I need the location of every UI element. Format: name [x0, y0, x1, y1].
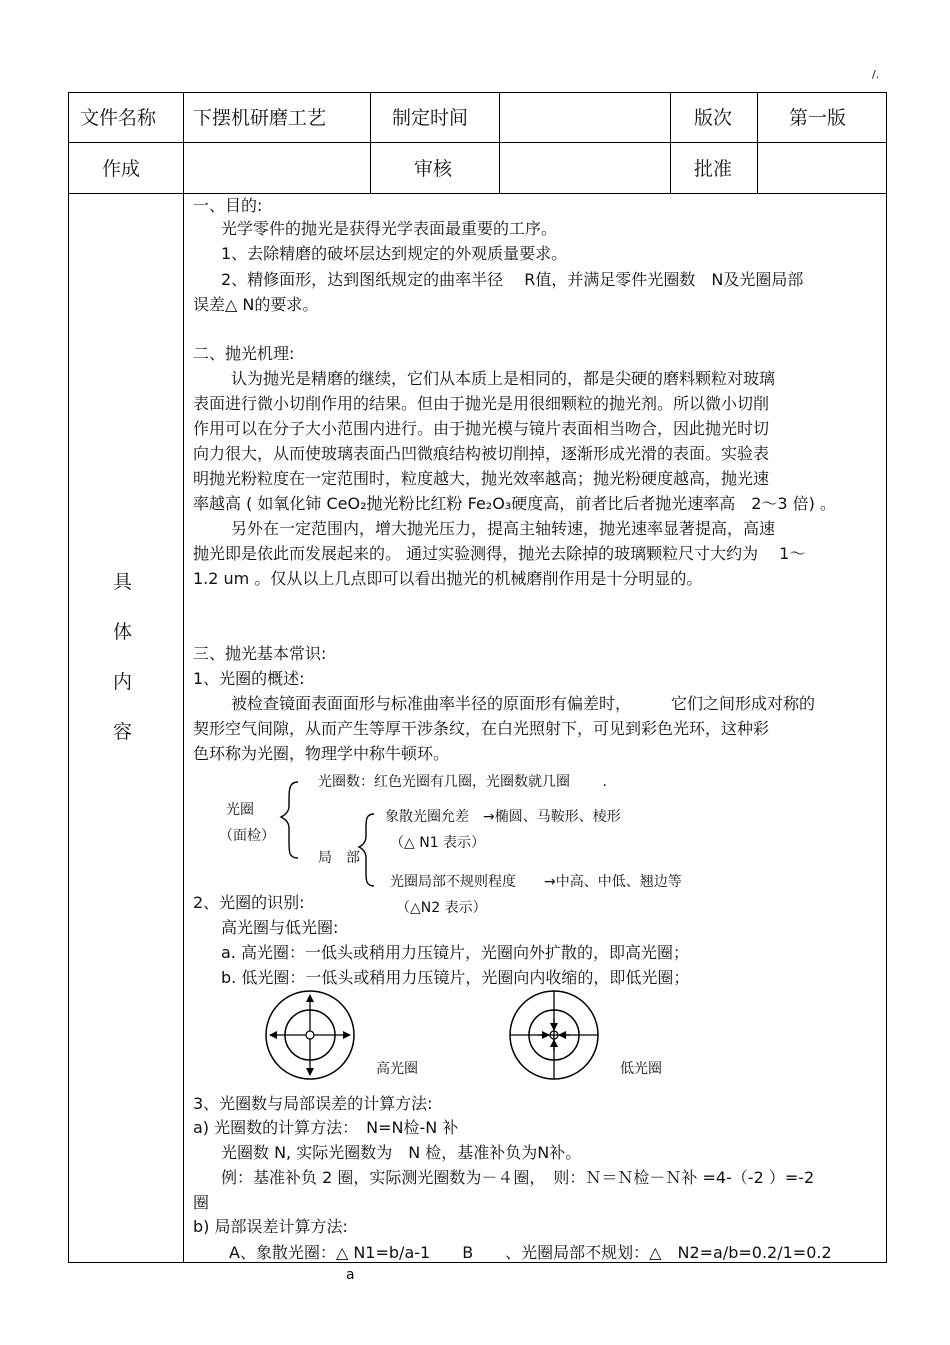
section2-line: 认为抛光是精磨的继续，它们从本质上是相同的，都是尖硬的磨料颗粒对玻璃	[231, 369, 776, 388]
author-label: 作成	[102, 158, 141, 180]
section2-line: 率越高 ( 如氧化铈 CeO₂抛光粉比红粉 Fe₂O₃硬度高，前者比后者抛光速率高 2～3 倍) 。	[193, 494, 836, 513]
section3-sub2-a: a. 高光圈：一低头或稍用力压镜片，光圈向外扩散的，即高光圈；	[221, 943, 689, 962]
section2-title: 二、抛光机理:	[193, 344, 295, 363]
section2-line: 1.2 um 。仅从以上几点即可以看出抛光的机械磨削作用是十分明显的。	[193, 569, 703, 588]
side-label-char: 内	[113, 671, 133, 693]
diagram-root-line1: 光圈	[226, 802, 254, 818]
section3-sub3-a-line: 例：基准补负 2 圈，实际测光圈数为－４圈， 则：Ｎ＝Ｎ检－Ｎ补 =4-（-2 ）=-2	[221, 1168, 815, 1187]
low-ring-figure	[510, 991, 598, 1079]
high-ring-figure	[266, 991, 354, 1079]
section3-sub3-a-line: 光圈数 N, 实际光圈数为 N 检，基准补负为N补。	[221, 1143, 582, 1162]
section1-line: 1、去除精磨的破坏层达到规定的外观质量要求。	[221, 244, 568, 263]
section2-line: 表面进行微小切削作用的结果。但由于抛光是用很细颗粒的抛光剂。所以微小切削	[193, 394, 770, 413]
version-value: 第一版	[789, 107, 847, 129]
file-name-label: 文件名称	[80, 107, 157, 129]
approve-label: 批准	[694, 158, 733, 180]
section3-sub3-a: a) 光圈数的计算方法： N=N检-N 补	[193, 1118, 459, 1137]
corner-mark: /.	[872, 68, 880, 81]
section2-line: 向力很大，从而使玻璃表面凸凹微痕结构被切削掉，逐渐形成光滑的表面。实验表	[193, 444, 770, 463]
section2-line: 明抛光粉粒度在一定范围时，粒度越大，抛光效率越高；抛光粉硬度越高，抛光速	[193, 469, 770, 488]
section3-sub2-intro: 高光圈与低光圈:	[221, 918, 339, 937]
section2-line: 另外在一定范围内，增大抛光压力，提高主轴转速，抛光速率显著提高，高速	[231, 519, 776, 538]
section3-sub1-title: 1、光圈的概述:	[193, 669, 305, 688]
diagram-local1: 象散光圈允差 →椭圆、马鞍形、棱形	[385, 809, 621, 825]
brace-small	[359, 814, 374, 886]
section3-sub3-b-line: A、象散光圈：△ N1=b/a-1 B 、光圈局部不规划：△ N2=a/b=0.2/1=0.2	[229, 1243, 832, 1262]
section3-title: 三、抛光基本常识:	[193, 644, 327, 663]
section1-line: 误差△ N的要求。	[193, 295, 319, 314]
footer-mark: a	[346, 1267, 355, 1283]
section3-sub1-line: 契形空气间隙，从而产生等厚干涉条纹，在白光照射下，可见到彩色光环，这种彩	[193, 719, 770, 738]
diagram-branch1: 光圈数：红色光圈有几圈，光圈数就几圈 .	[318, 774, 607, 790]
section1-line: 2、精修面形，达到图纸规定的曲率半径 R值，并满足零件光圈数 N及光圈局部	[221, 270, 804, 289]
figure-high-caption: 高光圈	[376, 1061, 418, 1077]
side-label-char: 容	[113, 721, 133, 743]
file-name-value: 下摆机研磨工艺	[193, 107, 327, 129]
diagram-root-line2: （面检）	[219, 828, 275, 844]
review-label: 审核	[414, 158, 453, 180]
section2-line: 抛光即是依此而发展起来的。 通过实验测得，抛光去除掉的玻璃颗粒尺寸大约为 1～	[193, 544, 806, 563]
diagram-local2-note: （△N2 表示）	[396, 900, 487, 916]
diagram-local1-note: （△ N1 表示）	[390, 835, 486, 851]
figure-low-caption: 低光圈	[620, 1061, 662, 1077]
section3-sub3-b: b) 局部误差计算方法:	[193, 1217, 348, 1236]
diagram-local-label: 局 部	[318, 850, 360, 866]
section2-line: 作用可以在分子大小范围内进行。由于抛光模与镜片表面相当吻合，因此抛光时切	[193, 419, 770, 438]
side-label-char: 体	[113, 621, 133, 643]
section1-title: 一、目的:	[193, 196, 263, 215]
section1-line: 光学零件的抛光是获得光学表面最重要的工序。	[221, 219, 558, 238]
date-label: 制定时间	[392, 107, 469, 129]
section3-sub3-a-line: 圈	[193, 1193, 210, 1212]
side-label-char: 具	[113, 571, 133, 593]
diagram-local2: 光圈局部不规则程度 →中高、中低、翘边等	[390, 874, 682, 890]
section3-sub1-line: 被检查镜面表面面形与标准曲率半径的原面形有偏差时， 它们之间形成对称的	[231, 694, 816, 713]
section3-sub1-line: 色环称为光圈，物理学中称牛顿环。	[193, 744, 450, 763]
brace-large	[281, 782, 298, 858]
version-label: 版次	[694, 107, 733, 129]
section3-sub3-title: 3、光圈数与局部误差的计算方法:	[193, 1094, 433, 1113]
section3-sub2-b: b. 低光圈：一低头或稍用力压镜片，光圈向内收缩的，即低光圈；	[221, 968, 690, 987]
section3-sub2-title: 2、光圈的识别:	[193, 893, 305, 912]
